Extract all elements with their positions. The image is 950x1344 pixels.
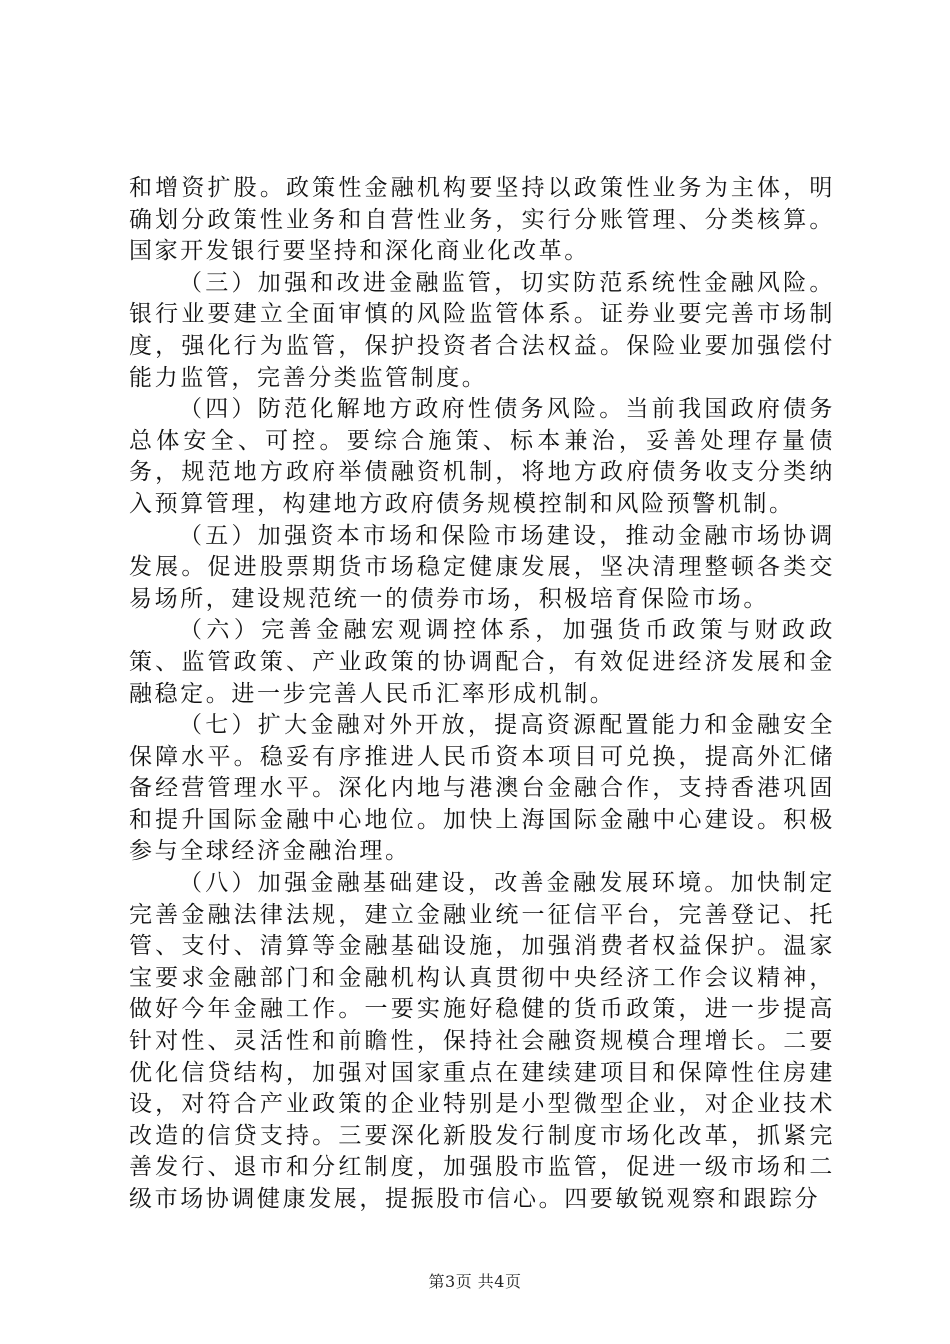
paragraph-section-7: （七）扩大金融对外开放，提高资源配置能力和金融安全保障水平。稳妥有序推进人民币资本项目可兑换，提高外汇储备经营管理水平。深化内地与港澳台金融合作，支持香港巩固和提升国际金融中心地位。加快上海国际金融中心建设。积极参与全球经济金融治理。	[129, 712, 835, 865]
paragraph-section-3: （三）加强和改进金融监管，切实防范系统性金融风险。银行业要建立全面审慎的风险监管体系。证券业要完善市场制度，强化行为监管，保护投资者合法权益。保险业要加强偿付能力监管，完善分类监管制度。	[129, 269, 835, 391]
page-footer	[0, 1272, 950, 1292]
paragraph-continuation: 和增资扩股。政策性金融机构要坚持以政策性业务为主体，明确划分政策性业务和自营性业务，实行分账管理、分类核算。国家开发银行要坚持和深化商业化改革。	[129, 175, 835, 265]
page-number: 第3页 共4页	[428, 1272, 522, 1291]
paragraph-section-6: （六）完善金融宏观调控体系，加强货币政策与财政政策、监管政策、产业政策的协调配合，有效促进经济发展和金融稳定。进一步完善人民币汇率形成机制。	[129, 617, 835, 707]
document-body	[129, 173, 835, 1216]
paragraph-section-5: （五）加强资本市场和保险市场建设，推动金融市场协调发展。促进股票期货市场稳定健康发展，坚决清理整顿各类交易场所，建设规范统一的债券市场，积极培育保险市场。	[129, 522, 835, 612]
paragraph-section-8: （八）加强金融基础建设，改善金融发展环境。加快制定完善金融法律法规，建立金融业统一征信平台，完善登记、托管、支付、清算等金融基础设施，加强消费者权益保护。温家宝要求金融部门和金融机构认真贯彻中央经济工作会议精神，做好今年金融工作。一要实施好稳健的货币政策，进一步提高针对性、灵活性和前瞻性，保持社会融资规模合理增长。二要优化信贷结构，加强对国家重点在建续建项目和保障性住房建设，对符合产业政策的企业特别是小型微型企业，对企业技术改造的信贷支持。三要深化新股发行制度市场化改革，抓紧完善发行、退市和分红制度，加强股市监管，促进一级市场和二级市场协调健康发展，提振股市信心。四要敏锐观察和跟踪分	[129, 870, 835, 1212]
paragraph-section-4: （四）防范化解地方政府性债务风险。当前我国政府债务总体安全、可控。要综合施策、标本兼治，妥善处理存量债务，规范地方政府举债融资机制，将地方政府债务收支分类纳入预算管理，构建地方政府债务规模控制和风险预警机制。	[129, 396, 835, 517]
